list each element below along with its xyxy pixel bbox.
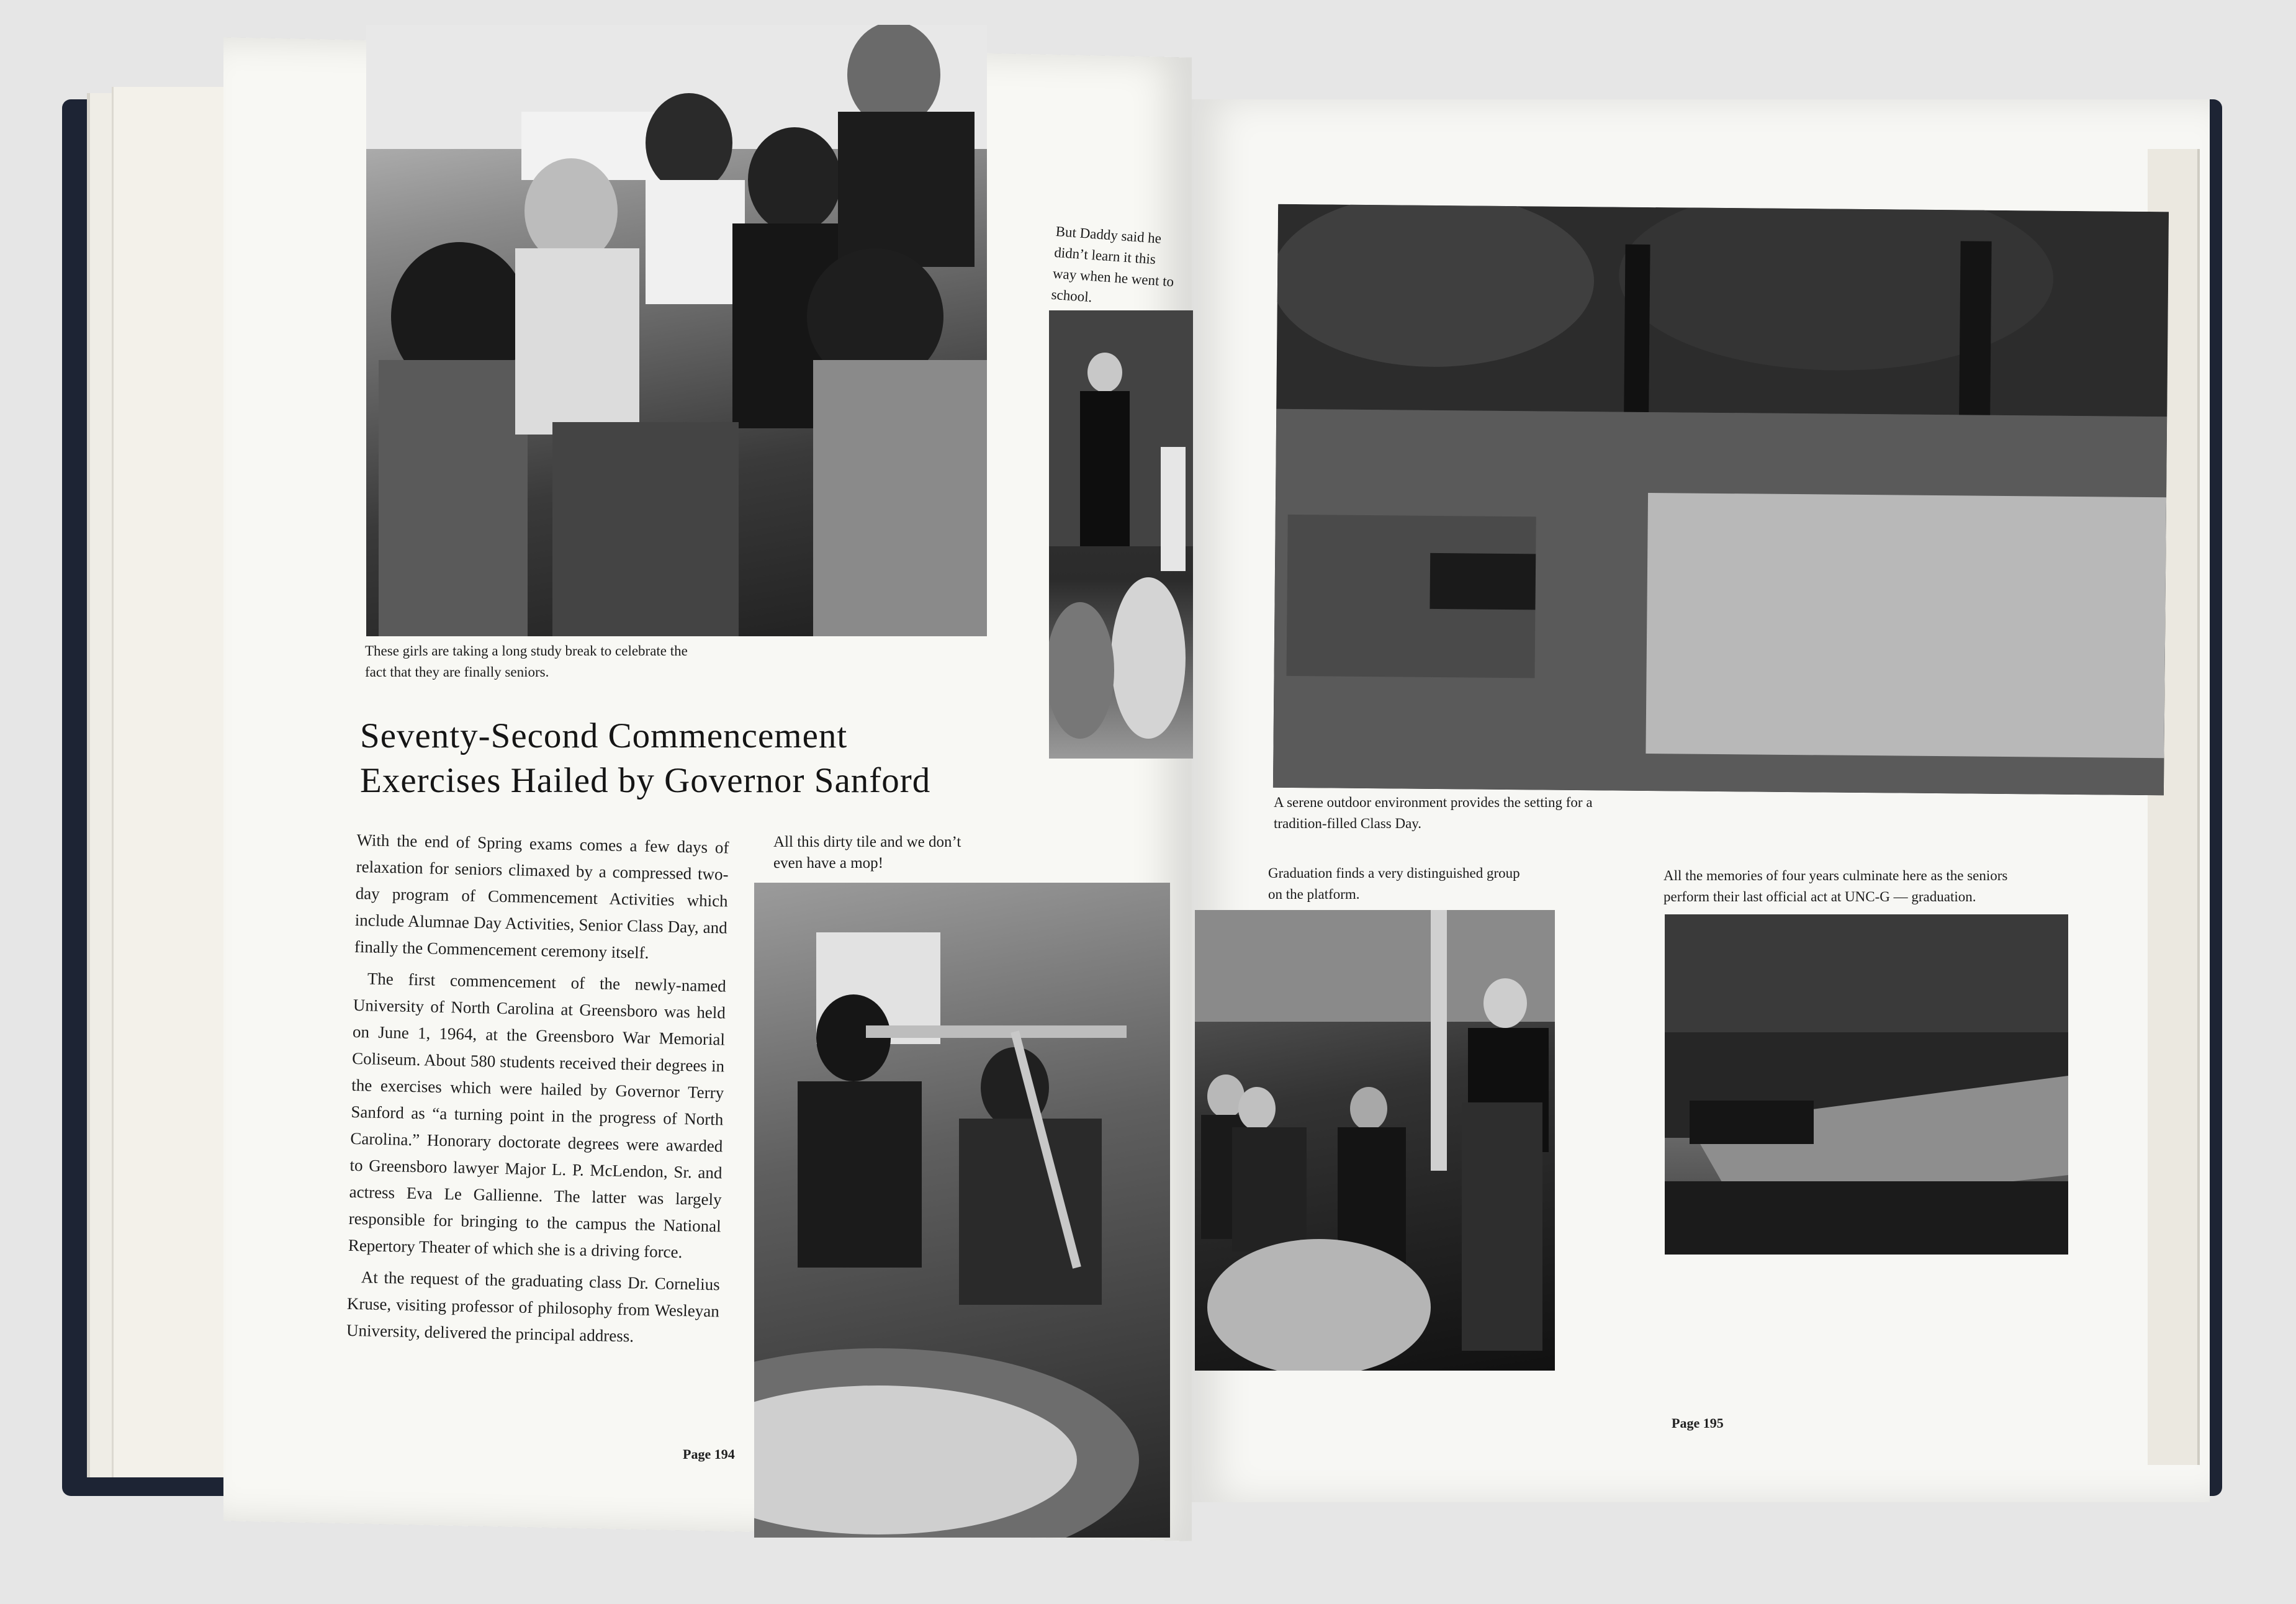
coliseum-graduation-photo bbox=[1665, 914, 2068, 1255]
seniors-photo-caption: These girls are taking a long study break to celebrate the fact that they are finally seniors. bbox=[365, 643, 688, 680]
page-number-left: Page 194 bbox=[683, 1446, 735, 1462]
article-headline-line1: Seventy-Second Commencement bbox=[360, 716, 848, 755]
article-paragraph: At the request of the graduating class Dr. Cornelius Kruse, visiting professor of philosophy from Wesleyan University, delivered the principal address. bbox=[346, 1268, 720, 1346]
article-body bbox=[346, 827, 729, 1356]
class-day-caption: A serene outdoor environment provides the setting for a tradition-filled Class Day. bbox=[1274, 795, 1593, 831]
platform-caption: Graduation finds a very distinguished group on the platform. bbox=[1268, 865, 1520, 902]
article-paragraph: With the end of Spring exams comes a few days of relaxation for seniors climaxed by a compressed two-day program of Commencement Activities which include Alumnae Day Activities, Senior Class Day, and finally the Commencement ceremony itself. bbox=[354, 830, 729, 962]
seniors-card-game-photo bbox=[366, 25, 987, 636]
article-paragraph: The first commencement of the newly-named University of North Carolina at Greensboro was held on June 1, 1964, at the Greensboro War Memorial Coliseum. About 580 students received their degrees in the exercises which were hailed by Governor Terry Sanford as “a turning point in the progress of North Carolina.” Honorary doctorate degrees were awarded to Greensboro lawyer Major L. P. McLendon, Sr. and actress Eva Le Gallienne. The latter was largely responsible for bringing to the campus the National Repertory Theater of which she is a driving force. bbox=[348, 969, 727, 1262]
blackboard-photo-caption: But Daddy said he didn’t learn it this way when he went to school. bbox=[1050, 223, 1174, 305]
page-number-right: Page 195 bbox=[1672, 1415, 1724, 1431]
lab-photo-caption: All this dirty tile and we don’t even have a mop! bbox=[773, 834, 961, 872]
lab-tile-photo bbox=[754, 883, 1170, 1538]
class-day-outdoor-photo bbox=[1273, 204, 2169, 795]
blackboard-photo bbox=[1049, 310, 1193, 759]
article-headline-line2: Exercises Hailed by Governor Sanford bbox=[360, 761, 931, 800]
coliseum-caption: All the memories of four years culminate here as the seniors perform their last official act at UNC-G — graduation. bbox=[1663, 868, 2008, 904]
graduation-platform-photo bbox=[1195, 910, 1555, 1371]
